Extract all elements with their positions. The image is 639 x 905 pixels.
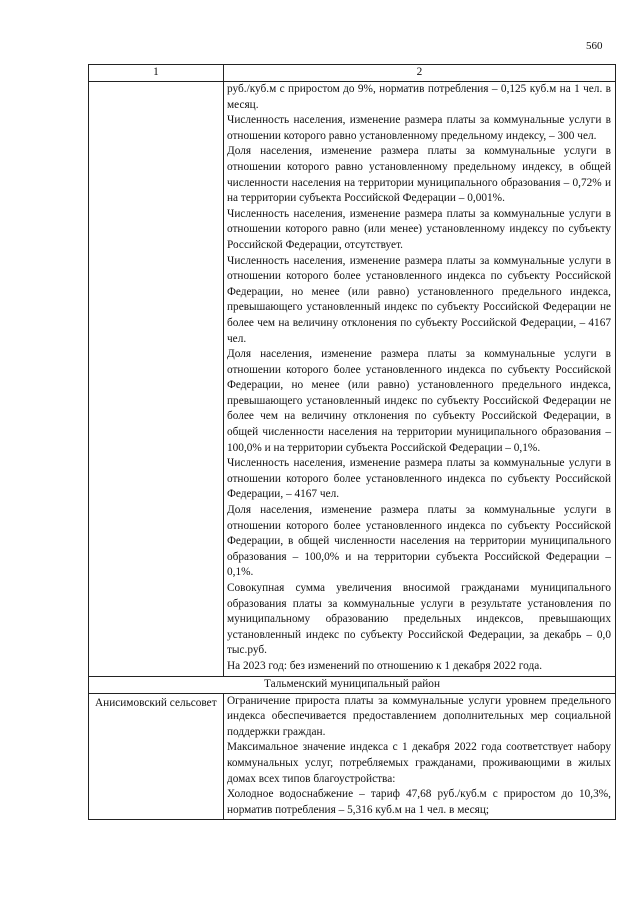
paragraph: Ограничение прироста платы за коммунальные услуги уровнем предельного индекса обеспечивается предоставлением дополнительных мер социальной поддержки граждан. [227,694,611,738]
paragraph: руб./куб.м с приростом до 9%, норматив потребления – 0,125 куб.м на 1 чел. в месяц. [227,83,611,111]
paragraph: Холодное водоснабжение – тариф 47,68 руб./куб.м с приростом до 10,3%, норматив потребления – 5,316 куб.м на 1 чел. в месяц; [227,788,611,816]
column-header-2: 2 [224,65,616,82]
section-row [89,676,616,693]
paragraph: Численность населения, изменение размера платы за коммунальные услуги в отношении которого более установленного индекса по субъекту Российской Федерации, – 4167 чел. [227,457,611,501]
paragraph: Максимальное значение индекса с 1 декабря 2022 года соответствует набору коммунальных услуг, потребляемых гражданами, проживающими в жилых домах всех типов благоустройства: [227,741,611,785]
paragraph: Доля населения, изменение размера платы за коммунальные услуги в отношении которого равно установленному предельному индексу, в общей численности населения на территории муниципального образования – 0,72% и на территории субъекта Российской Федерации – 0,001%. [227,145,611,205]
table-row [89,693,616,820]
paragraph: Доля населения, изменение размера платы за коммунальные услуги в отношении которого более установленного индекса по субъекту Российской Федерации, но менее (или равно) установленного предельного индекса, превышающего установленный индекс по субъекту Российской Федерации не более чем на величину отклонения по субъекту Российской Федерации, в общей численности населения на территории муниципального образования – 100,0% и на территории субъекта Российской Федерации – 0,1%. [227,348,611,454]
paragraph: На 2023 год: без изменений по отношению к 1 декабря 2022 года. [227,659,543,672]
paragraph: Численность населения, изменение размера платы за коммунальные услуги в отношении которого более установленного индекса по субъекту Российской Федерации, но менее (или равно) установленного предельного индекса, превышающего установленный индекс по субъекту Российской Федерации не более чем на величину отклонения по субъекту Российской Федерации, – 4167 чел. [227,254,611,345]
column-header-1: 1 [89,65,224,82]
data-table [88,64,616,820]
table-row [89,82,616,677]
table-header-row [89,65,616,82]
section-title: Тальменский муниципальный район [89,676,616,693]
description-cell [224,693,616,820]
paragraph: Доля населения, изменение размера платы за коммунальные услуги в отношении которого более установленного индекса по субъекту Российской Федерации, в общей численности населения на территории муниципального образования – 100,0% и на территории субъекта Российской Федерации – 0,1%. [227,504,611,579]
paragraph: Численность населения, изменение размера платы за коммунальные услуги в отношении которого равно (или менее) установленному индексу по субъекту Российской Федерации, отсутствует. [227,207,611,251]
paragraph: Совокупная сумма увеличения вносимой гражданами муниципального образования платы за коммунальные услуги в результате установления по муниципальному образованию предельных индексов, превышающих установленный индекс по субъекту Российской Федерации, за декабрь – 0,0 тыс.руб. [227,582,611,657]
paragraph: Численность населения, изменение размера платы за коммунальные услуги в отношении которого равно установленному предельному индексу, – 300 чел. [227,114,611,142]
settlement-name: Анисимовский сельсовет [89,693,224,820]
description-cell [224,82,616,677]
settlement-cell-empty [89,82,224,677]
page-number: 560 [586,40,603,52]
